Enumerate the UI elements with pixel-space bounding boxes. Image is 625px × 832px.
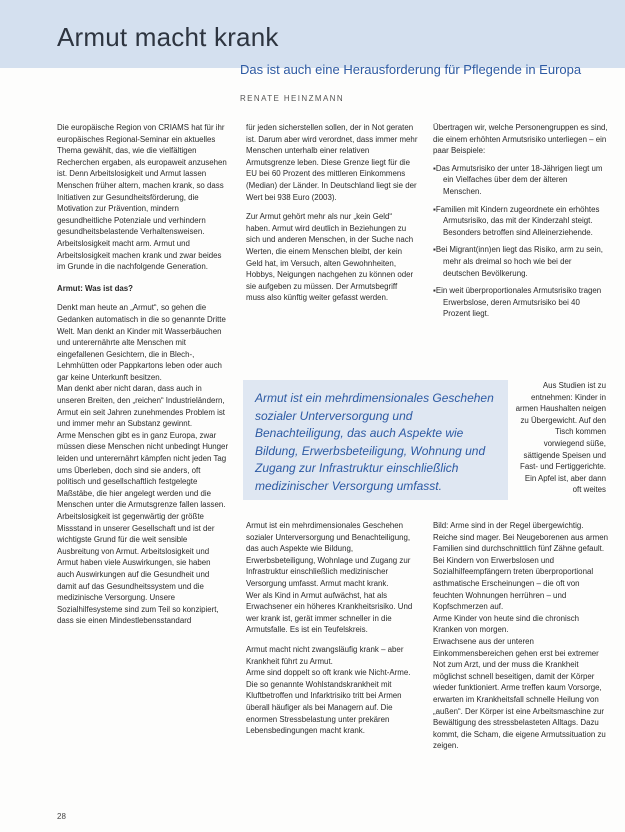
pull-quote-text: Armut ist ein mehrdimensionales Geschehen sozialer Unterversorgung und Benachteiligung, das auch Aspekte wie Bildung, Erwerbsbeteiligung, Wohnung und Zugang zur Infrastruktur einschließlich medizinischer Versorgung umfasst. <box>255 391 494 493</box>
section-heading: Armut: Was ist das? <box>57 283 133 293</box>
bullet-item: ▪ Das Armutsrisiko der unter 18-Jährigen liegt um ein Vielfaches über dem der älteren Menschen. <box>433 163 608 198</box>
body-paragraph: Übertragen wir, welche Personengruppen es sind, die einem erhöhten Armutsrisiko unterliegen – ein paar Beispiele: <box>433 123 608 156</box>
text-column-3 <box>433 122 608 320</box>
side-text: Aus Studien ist zu entnehmen: Kinder in armen Haushalten neigen zu Übergewicht. Auf den Tisch kommen vorwiegend süße, sättigende Speisen und Fast- und Fertiggerichte. Ein Apfel ist, aber dann oft weites <box>515 381 606 495</box>
bullet-item: ▪ Ein weit überproportionales Armutsrisiko tragen Erwerbslose, deren Armutsrisiko bei 40 Prozent liegt. <box>433 285 608 320</box>
page-subtitle: Das ist auch eine Herausforderung für Pflegende in Europa <box>240 62 582 77</box>
text-column-2-lower <box>246 520 418 737</box>
body-paragraph: Armut macht nicht zwangsläufig krank – aber Krankheit führt zu Armut. <box>246 644 404 666</box>
author-byline: RENATE HEINZMANN <box>240 94 345 103</box>
body-paragraph: Erwachsene aus der unteren Einkommensbereichen gehen erst bei extremer Not zum Arzt, und der muss die Krankheit möglichst schnell beseitigen, damit der Körper wieder funktioniert. Arme treffen kaum Vorsorge, erwarten im Krankheitsfall schnelle Heilung von „außen“. Der Körper ist eine Arbeitsmaschine zur Bewältigung des stressbelasteten Alltags. Dazu kommt, die Scham, die eigene Armutssituation zu zeigen. <box>433 636 606 751</box>
body-paragraph: Arme Kinder von heute sind die chronisch Kranken von morgen. <box>433 613 580 635</box>
pull-quote-box <box>243 380 508 500</box>
body-paragraph: Armut ist ein mehrdimensionales Geschehen sozialer Unterversorgung und Benachteiligung, das auch Aspekte wie Bildung, Erwerbsbeteiligung, Wohnlage und Zugang zur Infrastruktur einschließlich medizinischer Versorgung umfasst. Armut macht krank. <box>246 521 411 588</box>
body-paragraph: Arme Menschen gibt es in ganz Europa, zwar müssen diese Menschen nicht unbedingt Hunger leiden und unterernährt kämpfen nicht jeden Tag ums Überleben, doch sind sie anders, oft politisch und gesellschaftlich festgelegte Maßstäbe, die hier angelegt werden und die Menschen unter die Armutsgrenze fallen lassen. <box>57 430 229 510</box>
body-paragraph: Arbeitslosigkeit ist gegenwärtig der größte Missstand in unserer Gesellschaft und ist der wichtigste Grund für die weit sensible Ausbreitung von Armut. Arbeitslosigkeit und Armut haben viele Auswirkungen, sie haben auch Auswirkungen auf die Gesundheit und damit auf das Gesundheitssystem und die medizinische Versorgung. Unsere Sozialhilfesysteme sind zum Teil so konzipiert, dass sie einen Mindestlebensstandard <box>57 512 219 626</box>
bullet-item: ▪ Bei Migrant(inn)en liegt das Risiko, arm zu sein, mehr als dreimal so hoch wie bei der deutschen Bevölkerung. <box>433 244 608 279</box>
body-paragraph: Wer als Kind in Armut aufwächst, hat als Erwachsener ein höheres Krankheitsrisiko. Und wer krank ist, gerät immer schneller in die Armutsfalle. Es ist ein Teufelskreis. <box>246 590 413 635</box>
text-column-2 <box>246 122 418 304</box>
body-paragraph: Arme sind doppelt so oft krank wie Nicht-Arme. Die so genannte Wohlstandskrankheit mit Kluftbetroffen und Infarktrisiko tritt bei Armen überall häufiger als bei Managern auf. Die enormen Stressbelastung unter prekären Lebensbedingungen macht krank. <box>246 668 411 736</box>
page-number: 28 <box>57 812 66 821</box>
text-column-1 <box>57 122 229 627</box>
body-paragraph: Man denkt aber nicht daran, dass auch in unseren Breiten, den „reichen“ Industrieländern, Armut ein seit Jahren zunehmendes Problem ist und immer mehr an Substanz gewinnt. <box>57 384 225 429</box>
body-paragraph: Zur Armut gehört mehr als nur „kein Geld“ haben. Armut wird deutlich in Beziehungen zu sich und anderen Menschen, in der Suche nach Werten, die einem Menschen bleibt, der kein Geld hat, im Versuch, alten Gewohnheiten, Hobbys, Neigungen nachgehen zu können oder sie aufgeben zu müssen. Der Armutsbegriff muss also künftig weiter gefasst werden. <box>246 212 414 303</box>
body-paragraph: für jeden sicherstellen sollen, der in Not geraten ist. Darum aber wird verordnet, dass immer mehr Menschen unterhalb einer relativen Armutsgrenze leben. Diese Grenze liegt für die EU bei 60 Prozent des mittleren Einkommens (Median) der Länder. In Deutschland liegt sie der Wert bei 938 Euro (2003). <box>246 123 418 202</box>
body-paragraph: Die europäische Region von CRIAMS hat für ihr europäisches Regional-Seminar ein aktuelles Thema gewählt, das, wie die vielfältigen Recherchen ergaben, als europaweit anzusehen ist. Denn Arbeitslosigkeit und Armut lassen Menschen früher altern, machen krank, so dass Initiativen zur Gesundheitsförderung, die Motivation zur Prävention, mindern gesundheitliche Potenziale und verhindern gesundheitsbelastende Verhaltensweisen. Arbeitslosigkeit macht arm. Armut und Arbeitslosigkeit machen krank und zwar beides im Grunde in die nachfolgende Generation. <box>57 123 227 272</box>
page-title: Armut macht krank <box>57 22 279 52</box>
body-paragraph: Denkt man heute an „Armut“, so gehen die Gedanken automatisch in die so genannte Dritte Welt. Man denkt an Kinder mit Wasserbäuchen und unterernährte alte Menschen mit eingefallenen Gesichtern, die in Blech-, Lehmhütten oder Pappkartons leben oder auch gar keine Unterkunft besitzen. <box>57 303 226 382</box>
bullet-item: ▪ Familien mit Kindern zugeordnete ein erhöhtes Armutsrisiko, das mit der Kinderzahl steigt. Besonders betroffen sind Alleinerziehende. <box>433 204 608 239</box>
text-column-3-lower <box>433 520 608 752</box>
body-paragraph: Bild: Arme sind in der Regel übergewichtig. Reiche sind mager. Bei Neugeborenen aus armen Familien sind durchschnittlich fünf Zähne gefault. Bei Kindern von Erwerbslosen und Sozialhilfeempfängern treten überproportional asthmatische Erscheinungen – die oft von feuchten Wohnungen herrühren – und Kopfschmerzen auf. <box>433 521 609 612</box>
